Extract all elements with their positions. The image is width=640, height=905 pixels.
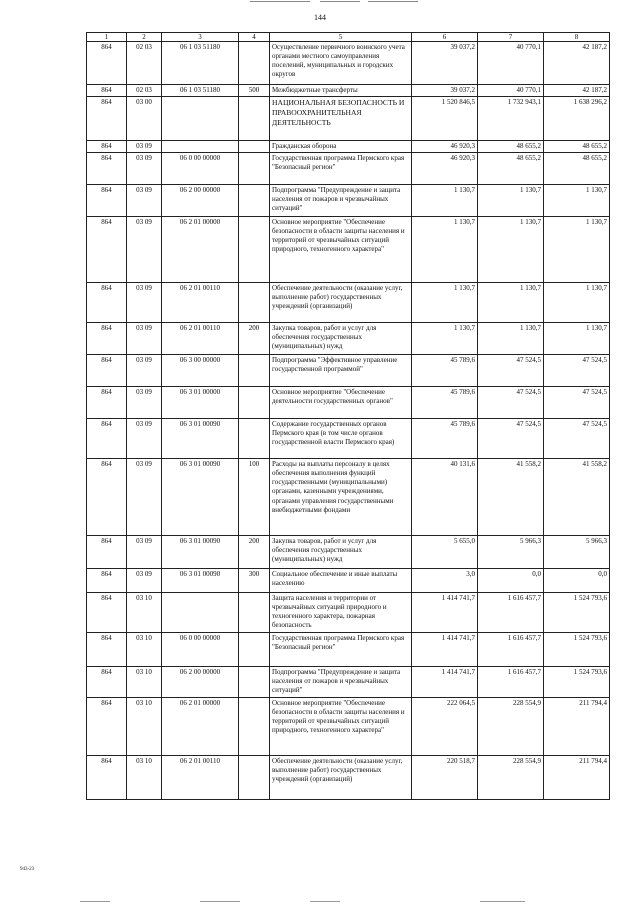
year2-amount-cell: 1 616 457,7 [478, 593, 544, 633]
expense-type-cell [239, 283, 270, 323]
ved-cell: 864 [87, 633, 127, 667]
column-header-3: 3 [162, 33, 239, 42]
ved-cell: 864 [87, 355, 127, 387]
name-cell: Основное мероприятие "Обеспечение безопасности в области защиты населения и территорий от чрезвычайных ситуаций природного, техногенного характера" [270, 217, 412, 283]
year1-amount-cell: 1 130,7 [412, 217, 478, 283]
year1-amount-cell: 1 130,7 [412, 185, 478, 217]
year1-amount-cell: 46 920,3 [412, 153, 478, 185]
ved-cell: 864 [87, 667, 127, 698]
year3-amount-cell: 1 524 793,6 [544, 593, 610, 633]
year3-amount-cell: 1 638 296,2 [544, 97, 610, 141]
year3-amount-cell: 1 524 793,6 [544, 633, 610, 667]
expense-type-cell [239, 141, 270, 153]
table-row [87, 633, 610, 667]
expense-type-cell [239, 97, 270, 141]
column-header-6: 6 [412, 33, 478, 42]
table-row [87, 355, 610, 387]
target-article-cell: 06 2 01 00000 [162, 698, 239, 756]
name-cell: Государственная программа Пермского края "Безопасный регион" [270, 633, 412, 667]
ved-cell: 864 [87, 387, 127, 419]
year1-amount-cell: 39 037,2 [412, 85, 478, 97]
name-cell: Социальное обеспечение и иные выплаты населению [270, 569, 412, 593]
table-row [87, 153, 610, 185]
year2-amount-cell: 1 130,7 [478, 217, 544, 283]
ved-cell: 864 [87, 698, 127, 756]
ved-cell: 864 [87, 217, 127, 283]
ved-cell: 864 [87, 536, 127, 569]
year1-amount-cell: 45 789,6 [412, 419, 478, 459]
section-cell: 03 09 [127, 153, 162, 185]
section-cell: 03 10 [127, 756, 162, 800]
target-article-cell: 06 3 01 00090 [162, 536, 239, 569]
year3-amount-cell: 47 524,5 [544, 355, 610, 387]
year3-amount-cell: 48 655,2 [544, 153, 610, 185]
table-row [87, 698, 610, 756]
name-cell: Закупка товаров, работ и услуг для обеспечения государственных (муниципальных) нужд [270, 323, 412, 355]
section-cell: 02 03 [127, 85, 162, 97]
table-row [87, 283, 610, 323]
document-code: 943-23 [20, 867, 35, 872]
target-article-cell [162, 97, 239, 141]
section-cell: 03 09 [127, 283, 162, 323]
year2-amount-cell: 5 966,3 [478, 536, 544, 569]
year1-amount-cell: 3,0 [412, 569, 478, 593]
table-row [87, 667, 610, 698]
expense-type-cell [239, 387, 270, 419]
page-number: 144 [314, 13, 326, 22]
ved-cell: 864 [87, 323, 127, 355]
expense-type-cell: 200 [239, 323, 270, 355]
year2-amount-cell: 40 770,1 [478, 42, 544, 85]
target-article-cell [162, 141, 239, 153]
target-article-cell: 06 2 00 00000 [162, 185, 239, 217]
year2-amount-cell: 1 732 943,1 [478, 97, 544, 141]
name-cell: Подпрограмма "Предупреждение и защита населения от пожаров и чрезвычайных ситуаций" [270, 185, 412, 217]
table-row [87, 569, 610, 593]
expense-type-cell: 500 [239, 85, 270, 97]
year3-amount-cell: 0,0 [544, 569, 610, 593]
year1-amount-cell: 1 414 741,7 [412, 633, 478, 667]
table-row [87, 97, 610, 141]
name-cell: Закупка товаров, работ и услуг для обеспечения государственных (муниципальных) нужд [270, 536, 412, 569]
year2-amount-cell: 47 524,5 [478, 387, 544, 419]
section-cell: 02 03 [127, 42, 162, 85]
year3-amount-cell: 1 130,7 [544, 217, 610, 283]
year2-amount-cell: 1 616 457,7 [478, 667, 544, 698]
expense-type-cell [239, 153, 270, 185]
target-article-cell: 06 0 00 00000 [162, 153, 239, 185]
expense-type-cell [239, 698, 270, 756]
name-cell: Обеспечение деятельности (оказание услуг, выполнение работ) государственных учреждений (организаций) [270, 283, 412, 323]
table-row [87, 85, 610, 97]
table-row [87, 536, 610, 569]
year2-amount-cell: 41 558,2 [478, 459, 544, 536]
year3-amount-cell: 42 187,2 [544, 42, 610, 85]
column-header-8: 8 [544, 33, 610, 42]
year1-amount-cell: 40 131,6 [412, 459, 478, 536]
section-cell: 03 09 [127, 141, 162, 153]
column-header-4: 4 [239, 33, 270, 42]
expense-type-cell: 300 [239, 569, 270, 593]
year1-amount-cell: 39 037,2 [412, 42, 478, 85]
target-article-cell: 06 2 01 00000 [162, 217, 239, 283]
table-row [87, 419, 610, 459]
section-cell: 03 10 [127, 593, 162, 633]
name-cell: Подпрограмма "Предупреждение и защита населения от пожаров и чрезвычайных ситуаций" [270, 667, 412, 698]
name-cell: Межбюджетные трансферты [270, 85, 412, 97]
section-cell: 03 09 [127, 419, 162, 459]
year3-amount-cell: 1 524 793,6 [544, 667, 610, 698]
column-header-2: 2 [127, 33, 162, 42]
expense-type-cell: 200 [239, 536, 270, 569]
ved-cell: 864 [87, 153, 127, 185]
target-article-cell: 06 3 01 00090 [162, 569, 239, 593]
year3-amount-cell: 211 794,4 [544, 756, 610, 800]
year2-amount-cell: 1 130,7 [478, 283, 544, 323]
expense-type-cell [239, 42, 270, 85]
ved-cell: 864 [87, 97, 127, 141]
year1-amount-cell: 5 655,0 [412, 536, 478, 569]
section-cell: 03 09 [127, 323, 162, 355]
year3-amount-cell: 42 187,2 [544, 85, 610, 97]
ved-cell: 864 [87, 419, 127, 459]
section-cell: 03 10 [127, 667, 162, 698]
ved-cell: 864 [87, 569, 127, 593]
year2-amount-cell: 48 655,2 [478, 153, 544, 185]
column-header-5: 5 [270, 33, 412, 42]
year1-amount-cell: 1 520 846,5 [412, 97, 478, 141]
name-cell: Содержание государственных органов Пермского края (в том числе органов государственной власти Пермского края) [270, 419, 412, 459]
ved-cell: 864 [87, 85, 127, 97]
name-cell: Обеспечение деятельности (оказание услуг, выполнение работ) государственных учреждений (организаций) [270, 756, 412, 800]
ved-cell: 864 [87, 283, 127, 323]
column-header-7: 7 [478, 33, 544, 42]
year2-amount-cell: 40 770,1 [478, 85, 544, 97]
name-cell: Гражданская оборона [270, 141, 412, 153]
target-article-cell: 06 3 00 00000 [162, 355, 239, 387]
name-cell: Основное мероприятие "Обеспечение деятельности государственных органов" [270, 387, 412, 419]
table-row [87, 593, 610, 633]
year1-amount-cell: 220 518,7 [412, 756, 478, 800]
ved-cell: 864 [87, 593, 127, 633]
year2-amount-cell: 1 616 457,7 [478, 633, 544, 667]
table-row [87, 756, 610, 800]
budget-table [86, 32, 610, 800]
target-article-cell: 06 3 01 00090 [162, 419, 239, 459]
expense-type-cell [239, 217, 270, 283]
name-cell: НАЦИОНАЛЬНАЯ БЕЗОПАСНОСТЬ И ПРАВООХРАНИТЕЛЬНАЯ ДЕЯТЕЛЬНОСТЬ [270, 97, 412, 141]
name-cell: Расходы на выплаты персоналу в целях обеспечения выполнения функций государственными (муниципальными) органами, казенными учреждениями, органами управления государственными внебюджетными фондами [270, 459, 412, 536]
target-article-cell: 06 2 00 00000 [162, 667, 239, 698]
year2-amount-cell: 0,0 [478, 569, 544, 593]
year2-amount-cell: 1 130,7 [478, 323, 544, 355]
year3-amount-cell: 1 130,7 [544, 185, 610, 217]
section-cell: 03 09 [127, 185, 162, 217]
year3-amount-cell: 47 524,5 [544, 419, 610, 459]
target-article-cell [162, 593, 239, 633]
table-row [87, 323, 610, 355]
expense-type-cell [239, 185, 270, 217]
expense-type-cell [239, 355, 270, 387]
ved-cell: 864 [87, 756, 127, 800]
target-article-cell: 06 2 01 00110 [162, 283, 239, 323]
section-cell: 03 09 [127, 355, 162, 387]
section-cell: 03 09 [127, 459, 162, 536]
section-cell: 03 10 [127, 698, 162, 756]
column-header-1: 1 [87, 33, 127, 42]
year2-amount-cell: 47 524,5 [478, 355, 544, 387]
header-row [87, 33, 610, 42]
year1-amount-cell: 46 920,3 [412, 141, 478, 153]
year3-amount-cell: 48 655,2 [544, 141, 610, 153]
table-row [87, 217, 610, 283]
expense-type-cell: 100 [239, 459, 270, 536]
name-cell: Государственная программа Пермского края "Безопасный регион" [270, 153, 412, 185]
name-cell: Осуществление первичного воинского учета органами местного самоуправления поселений, муниципальных и городских округов [270, 42, 412, 85]
year1-amount-cell: 45 789,6 [412, 355, 478, 387]
target-article-cell: 06 1 03 51180 [162, 85, 239, 97]
expense-type-cell [239, 593, 270, 633]
year1-amount-cell: 222 064,5 [412, 698, 478, 756]
ved-cell: 864 [87, 42, 127, 85]
ved-cell: 864 [87, 185, 127, 217]
section-cell: 03 10 [127, 633, 162, 667]
section-cell: 03 00 [127, 97, 162, 141]
table-row [87, 141, 610, 153]
table-row [87, 185, 610, 217]
expense-type-cell [239, 633, 270, 667]
year3-amount-cell: 1 130,7 [544, 323, 610, 355]
table-row [87, 387, 610, 419]
expense-type-cell [239, 667, 270, 698]
table-body [87, 42, 610, 800]
year1-amount-cell: 1 130,7 [412, 283, 478, 323]
name-cell: Основное мероприятие "Обеспечение безопасности в области защиты населения и территорий от чрезвычайных ситуаций природного, техногенного характера" [270, 698, 412, 756]
scan-artifact-top [250, 0, 440, 5]
scan-artifact-bottom [80, 898, 560, 902]
year3-amount-cell: 211 794,4 [544, 698, 610, 756]
year2-amount-cell: 1 130,7 [478, 185, 544, 217]
section-cell: 03 09 [127, 569, 162, 593]
table-row [87, 42, 610, 85]
year1-amount-cell: 45 789,6 [412, 387, 478, 419]
year1-amount-cell: 1 414 741,7 [412, 593, 478, 633]
expense-type-cell [239, 419, 270, 459]
year2-amount-cell: 228 554,9 [478, 698, 544, 756]
section-cell: 03 09 [127, 387, 162, 419]
year2-amount-cell: 47 524,5 [478, 419, 544, 459]
target-article-cell: 06 1 03 51180 [162, 42, 239, 85]
target-article-cell: 06 0 00 00000 [162, 633, 239, 667]
year2-amount-cell: 228 554,9 [478, 756, 544, 800]
target-article-cell: 06 3 01 00000 [162, 387, 239, 419]
target-article-cell: 06 3 01 00090 [162, 459, 239, 536]
year1-amount-cell: 1 130,7 [412, 323, 478, 355]
expense-type-cell [239, 756, 270, 800]
year3-amount-cell: 41 558,2 [544, 459, 610, 536]
name-cell: Защита населения и территории от чрезвычайных ситуаций природного и техногенного характера, пожарная безопасность [270, 593, 412, 633]
year3-amount-cell: 1 130,7 [544, 283, 610, 323]
ved-cell: 864 [87, 459, 127, 536]
target-article-cell: 06 2 01 00110 [162, 756, 239, 800]
ved-cell: 864 [87, 141, 127, 153]
year3-amount-cell: 5 966,3 [544, 536, 610, 569]
section-cell: 03 09 [127, 536, 162, 569]
year3-amount-cell: 47 524,5 [544, 387, 610, 419]
year2-amount-cell: 48 655,2 [478, 141, 544, 153]
section-cell: 03 09 [127, 217, 162, 283]
table-row [87, 459, 610, 536]
year1-amount-cell: 1 414 741,7 [412, 667, 478, 698]
target-article-cell: 06 2 01 00110 [162, 323, 239, 355]
name-cell: Подпрограмма "Эффективное управление государственной программой" [270, 355, 412, 387]
table-header [87, 33, 610, 42]
